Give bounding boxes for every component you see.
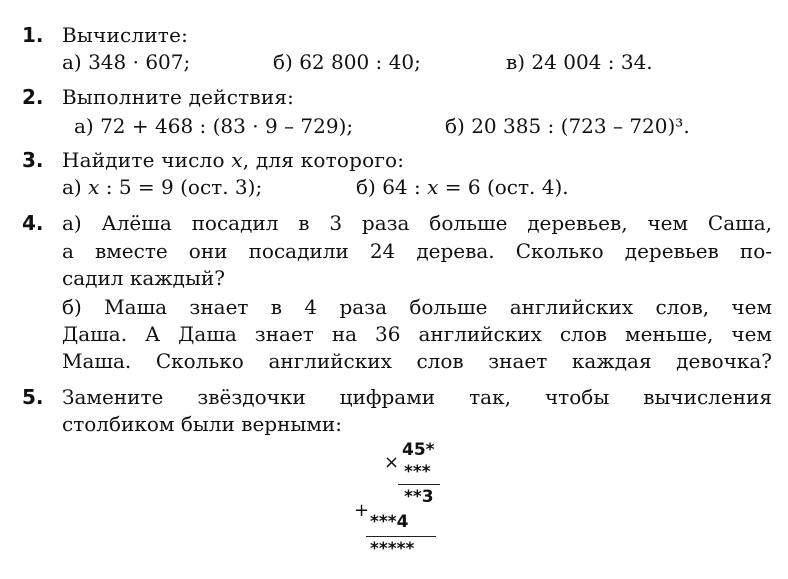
task-3-item-a-suffix: : 5 = 9 (ост. 3); xyxy=(99,175,263,199)
task-5-number: 5. xyxy=(22,385,44,409)
task-3-number: 3. xyxy=(22,148,44,172)
task-1-item-a: а) 348 · 607; xyxy=(62,50,191,74)
task-3-item-a xyxy=(62,174,262,200)
task-1-title: Вычислите: xyxy=(62,23,189,47)
task-3-title-variable: x xyxy=(231,148,243,172)
partial-product-1: **3 xyxy=(404,487,434,507)
multiply-sign: × xyxy=(384,452,400,473)
task-2-title: Выполните действия: xyxy=(62,85,295,109)
multiplication-rule xyxy=(398,484,440,485)
task-3-item-b-suffix: = 6 (ост. 4). xyxy=(438,175,569,199)
task-3-item-a-variable: x xyxy=(88,175,100,199)
task-1-item-v: в) 24 004 : 34. xyxy=(506,50,653,74)
task-3-item-a-prefix: а) xyxy=(62,175,89,199)
task-4a-line-1: а) Алёша посадил в 3 раза больше деревьев, чем Саша, xyxy=(62,211,772,235)
partial-product-2: ***4 xyxy=(370,512,409,532)
addition-rule xyxy=(366,536,436,537)
task-5-line-1: Замените звёздочки цифрами так, чтобы вычисления xyxy=(62,385,772,409)
multiplier: *** xyxy=(404,462,431,482)
task-2-number: 2. xyxy=(22,85,44,109)
task-4-number: 4. xyxy=(22,211,44,235)
plus-sign: + xyxy=(354,500,370,521)
task-2-item-b: б) 20 385 : (723 – 720)³. xyxy=(445,114,690,138)
final-product: ***** xyxy=(370,539,415,559)
task-4b-line-3: Маша. Сколько английских слов знает каждая девочка? xyxy=(62,349,772,373)
task-2-item-a: а) 72 + 468 : (83 · 9 – 729); xyxy=(74,114,354,138)
task-4b-line-1: б) Маша знает в 4 раза больше английских слов, чем xyxy=(62,295,772,319)
task-3-title-suffix: , для которого: xyxy=(242,148,405,172)
task-3-title-prefix: Найдите число xyxy=(62,148,232,172)
task-3-item-b xyxy=(356,174,569,200)
task-4a-line-3: садил каждый? xyxy=(62,266,225,290)
task-3-item-b-prefix: б) 64 : xyxy=(356,175,428,199)
task-3-title xyxy=(62,147,404,173)
multiplicand: 45* xyxy=(402,440,435,460)
task-1-number: 1. xyxy=(22,23,44,47)
task-5-line-2: столбиком были верными: xyxy=(62,412,342,436)
task-4a-line-2: а вместе они посадили 24 дерева. Сколько деревьев по- xyxy=(62,239,772,263)
task-4b-line-2: Даша. А Даша знает на 36 английских слов меньше, чем xyxy=(62,322,772,346)
task-3-item-b-variable: x xyxy=(427,175,439,199)
task-1-item-b: б) 62 800 : 40; xyxy=(273,50,421,74)
column-multiplication xyxy=(350,440,460,570)
